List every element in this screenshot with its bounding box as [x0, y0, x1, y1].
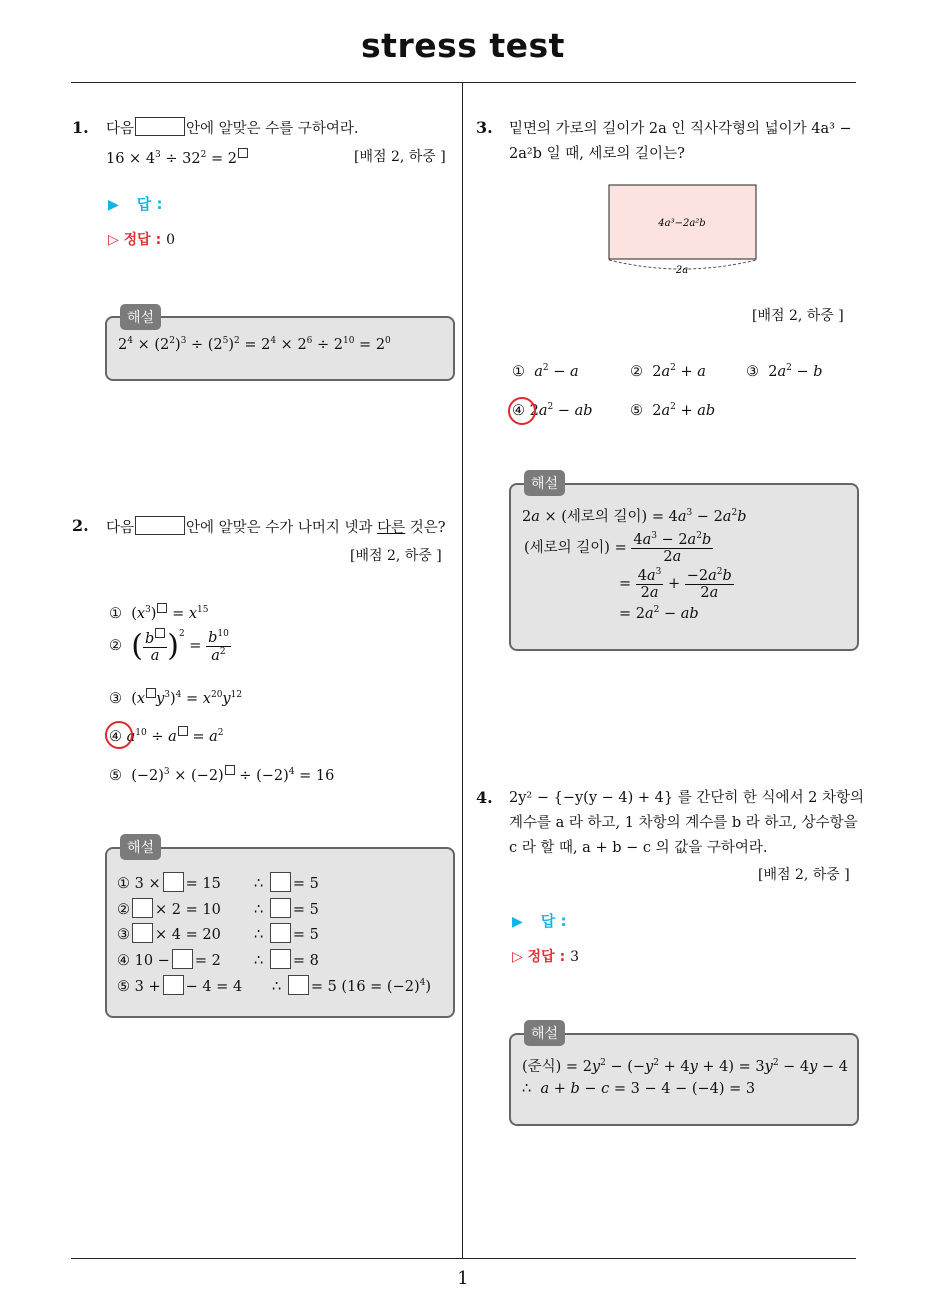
option-1[interactable]: ① $a^2 - a$ — [512, 363, 579, 380]
question-4-correct: ▷ 정답 : 3 — [512, 949, 579, 965]
explanation-line: ⑤ 3 + − 4 = 4 — [117, 975, 242, 995]
page-number: 1 — [457, 1268, 469, 1289]
explanation-line: ∴ = 5 — [254, 898, 319, 918]
answer-blank — [135, 117, 185, 136]
rect-base-label: 2a — [675, 265, 689, 276]
explanation-line: ∴ = 5 — [254, 872, 319, 892]
page-title: stress test — [361, 26, 565, 65]
explanation-line: ∴ = 8 — [254, 949, 319, 969]
selected-answer-circle — [508, 397, 536, 425]
explanation-line: 2a × (세로의 길이) = $4a^3 - 2a^2b$ — [522, 508, 747, 525]
question-4-line2: 계수를 a 라 하고, 1 차항의 계수를 b 라 하고, 상수항을 — [509, 815, 858, 831]
option-5[interactable]: ⑤ $2a^2$ + ab — [630, 402, 716, 419]
option-4[interactable]: ④ $2a^2$ − ab — [512, 402, 593, 419]
explanation-line: ∴ a + b − c = 3 − 4 − (−4) = 3 — [522, 1081, 756, 1097]
triangle-outline-icon: ▷ — [512, 949, 523, 965]
question-3-score: [배점 2, 하중 ] — [752, 308, 844, 324]
question-4-number: 4. — [476, 788, 493, 807]
question-4-explanation — [509, 1033, 859, 1126]
explanation-tag: 해설 — [120, 304, 161, 330]
option-5[interactable]: ⑤ $(-2)^3 \times (-2) \div (-2)^4 = 16$ — [109, 765, 334, 784]
explanation-tag: 해설 — [524, 470, 565, 496]
question-1-text: 다음 안에 알맞은 수를 구하여라. — [106, 117, 359, 141]
explanation-line: ③ × 4 = 20 — [117, 923, 221, 943]
question-4-score: [배점 2, 하중 ] — [758, 867, 850, 883]
question-2-text: 다음 안에 알맞은 수가 나머지 넷과 다른 것은? — [106, 516, 446, 540]
option-3[interactable]: ③ (x $y^3)^4 = x^{20}y^{12}$ — [109, 688, 242, 707]
selected-answer-circle — [105, 721, 133, 749]
explanation-line: (세로의 길이) = $\frac{4a^3 - 2a^2b}{2a}$ — [524, 531, 712, 565]
rectangle-diagram — [600, 180, 770, 280]
option-2[interactable]: ② $2a^2 + a$ — [630, 363, 706, 380]
play-icon: ▶ — [108, 197, 119, 213]
question-1-answer: ▶ 답 : — [108, 195, 163, 213]
option-2[interactable]: ② ( $\frac{b}{a}$ )$^2$ = $\frac{b^{10}}{a^2}$ — [109, 628, 229, 664]
option-4[interactable]: ④ $a^{10} \div a = a^2$ — [109, 726, 224, 745]
question-1-number: 1. — [72, 118, 89, 137]
question-1-score: [배점 2, 하중 ] — [354, 149, 446, 165]
explanation-line: ④ 10 − = 2 — [117, 949, 221, 969]
explanation-tag: 해설 — [524, 1020, 565, 1046]
explanation-line: ② × 2 = 10 — [117, 898, 221, 918]
question-2-score: [배점 2, 하중 ] — [350, 548, 442, 564]
explanation-line: ① 3 × = 15 — [117, 872, 221, 892]
question-4-answer: ▶ 답 : — [512, 912, 567, 930]
rect-area-label: 4a³−2a²b — [658, 218, 706, 229]
explanation-line: $2^4 \times (2^2)^3 \div (2^5)^2 = 2^4 \times 2^6 \div 2^{10} = 2^0$ — [118, 336, 391, 353]
explanation-tag: 해설 — [120, 834, 161, 860]
question-4-line1: 2y² − {−y(y − 4) + 4} 를 간단히 한 식에서 2 차항의 — [509, 790, 865, 806]
question-2-number: 2. — [72, 516, 89, 535]
question-3-text-line1: 밑면의 가로의 길이가 2a 인 직사각형의 넓이가 4a³ − — [509, 121, 852, 137]
play-icon: ▶ — [512, 914, 523, 930]
explanation-line: ∴ = 5 — [254, 923, 319, 943]
question-1-correct: ▷ 정답 : 0 — [108, 232, 175, 248]
question-4-line3: c 라 할 때, a + b − c 의 값을 구하여라. — [509, 840, 768, 856]
bottom-rule — [71, 1258, 856, 1259]
question-1-expression: $16 \times 4^3 \div 32^2 = 2$ — [106, 143, 248, 171]
question-3-number: 3. — [476, 118, 493, 137]
option-1[interactable]: ① $(x^3) = x^{15}$ — [109, 603, 208, 622]
triangle-outline-icon: ▷ — [108, 232, 119, 248]
question-3-text-line2: 2a²b 일 때, 세로의 길이는? — [509, 146, 685, 162]
explanation-line: = $2a^2$ − ab — [619, 605, 699, 622]
explanation-line: (준식) = $2y^2 - (-y^2 + 4y + 4) = 3y^2 - 4y - 4$ — [522, 1058, 848, 1075]
top-rule — [71, 82, 856, 83]
explanation-line: = $\frac{4a^3}{2a}$ + $\frac{-2a^2b}{2a}$ — [619, 567, 732, 601]
answer-blank — [135, 516, 185, 535]
column-divider — [462, 83, 463, 1258]
option-3[interactable]: ③ $2a^2 - b$ — [746, 363, 823, 380]
explanation-line: ∴ = 5 $(16 = (-2)^4)$ — [272, 975, 431, 995]
